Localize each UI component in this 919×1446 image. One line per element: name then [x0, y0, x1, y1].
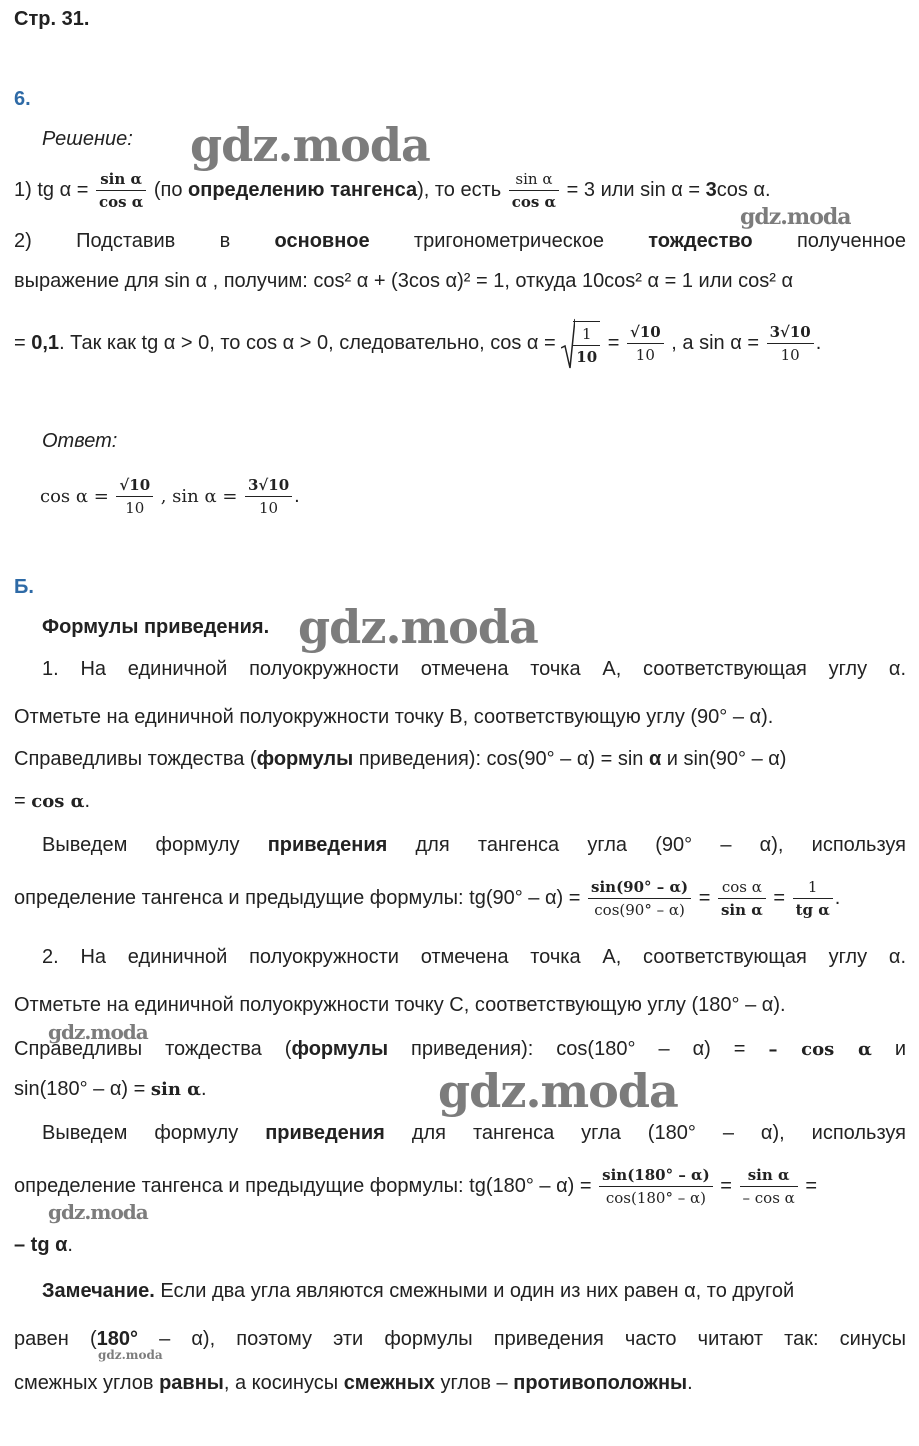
fraction-sin180-over-cos180: $\frac{\sin(180^\circ - \alpha)}{\cos(180^\circ - \alpha)}$: [599, 1165, 713, 1208]
p1-line-5: Выведем формулу приведения для тангенса угла (90° – α), используя: [42, 834, 906, 856]
watermark-2: gdz.moda: [298, 600, 538, 654]
p2-line-6: определение тангенса и предыдущие формулы: tg(180° – α) = $\frac{\sin(180^\circ - \alpha)}{\cos(180^\circ - \alpha)}$ = $\frac{\text{sin α}}{\text{– cos α}}$ =: [14, 1166, 818, 1208]
note-line-2: равен (180° – α), поэтому эти формулы приведения часто читают так: синусы: [14, 1328, 907, 1350]
p2-line-4: sin(180° – α) = sin α.: [14, 1078, 207, 1100]
answer-fraction-sin: $\frac{3√10}{10}$: [245, 475, 292, 518]
p1-line-4: = cos α.: [14, 790, 91, 812]
p2-line-3: Справедливы тождества (формулы приведения): cos(180° – α) = – cos α и: [14, 1038, 906, 1060]
watermark-6: gdz.moda: [98, 1348, 163, 1362]
answer-fraction-cos: $\frac{√10}{10}$: [116, 475, 153, 518]
fraction-sin90-over-cos90: $\frac{\sin(90^\circ - \alpha)}{\cos(90^\circ - \alpha)}$: [588, 877, 691, 920]
p2-line-5: Выведем формулу приведения для тангенса угла (180° – α), используя: [42, 1122, 906, 1144]
step-2-line-1: 2) Подставив в основное тригонометрическое тождество полученное: [14, 230, 906, 252]
fraction-one-over-tg: $\frac{1}{\text{tg α}}$: [793, 877, 833, 920]
section-b-number: Б.: [14, 576, 34, 598]
fraction-root10-over-10: $\frac{√10}{10}$: [627, 322, 664, 365]
fraction-3root10-over-10: $\frac{3√10}{10}$: [767, 322, 814, 365]
watermark-small: gdz.moda: [740, 204, 851, 230]
p1-line-3: Справедливы тождества (формулы приведения): cos(90° – α) = sin α и sin(90° – α): [14, 748, 787, 770]
fraction-sin-over-cos-2: $\frac{\text{sin α}}{\text{cos α}}$: [509, 169, 559, 212]
p1-line-2: Отметьте на единичной полуокружности точку В, соответствующую углу (90° – α).: [14, 706, 774, 728]
answer-formula: cos α = $\frac{√10}{10}$ , sin α = $\frac{3√10}{10}$ .: [40, 476, 300, 518]
answer-label: Ответ:: [42, 430, 118, 452]
fraction-sin-over-minus-cos: $\frac{\text{sin α}}{\text{– cos α}}$: [740, 1165, 798, 1208]
note-line-3: смежных углов равны, а косинусы смежных углов – противоположны.: [14, 1372, 693, 1394]
p2-line-2: Отметьте на единичной полуокружности точку С, соответствующую углу (180° – α).: [14, 994, 786, 1016]
section-b-title: Формулы приведения.: [42, 616, 270, 638]
solution-label: Решение:: [42, 128, 133, 150]
p2-line-7: – tg α.: [14, 1234, 73, 1256]
step-1: 1) tg α = $\frac{\text{sin α}}{\text{cos α}}$ (по определению тангенса), то есть $\frac{\text{sin α}}{\text{cos α}}$ = 3 или sin α = 3cos α.: [14, 170, 771, 212]
step-2-line-2: выражение для sin α , получим: cos² α + (3cos α)² = 1, откуда 10cos² α = 1 или cos² α: [14, 270, 794, 292]
task-6-number: 6.: [14, 88, 31, 110]
p1-line-1: 1. На единичной полуокружности отмечена точка А, соответствующая углу α.: [42, 658, 906, 680]
sqrt-one-tenth: $\frac{1}{10}$: [561, 314, 602, 372]
p2-line-1: 2. На единичной полуокружности отмечена точка А, соответствующая углу α.: [42, 946, 906, 968]
watermark-5: gdz.moda: [48, 1200, 148, 1224]
fraction-sin-over-cos: $\frac{\text{sin α}}{\text{cos α}}$: [96, 169, 146, 212]
step-2-line-3: = 0,1. Так как tg α > 0, то cos α > 0, следовательно, cos α = $\frac{1}{10}$ = $\frac{√10}{10}$ , а sin α = $\frac{3√10}{10}$ .: [14, 314, 821, 372]
page-label: Стр. 31.: [14, 8, 90, 30]
watermark-4: gdz.moda: [438, 1064, 678, 1118]
note-line-1: Замечание. Если два угла являются смежными и один из них равен α, то другой: [42, 1280, 795, 1302]
watermark: gdz.moda: [190, 118, 430, 172]
p1-line-6: определение тангенса и предыдущие формулы: tg(90° – α) = $\frac{\sin(90^\circ - \alpha)}{\cos(90^\circ - \alpha)}$ = $\frac{\text{cos α}}{\text{sin α}}$ = $\frac{1}{\text{tg α}}$ .: [14, 878, 841, 920]
fraction-cos-over-sin: $\frac{\text{cos α}}{\text{sin α}}$: [718, 877, 766, 920]
watermark-3: gdz.moda: [48, 1020, 148, 1044]
